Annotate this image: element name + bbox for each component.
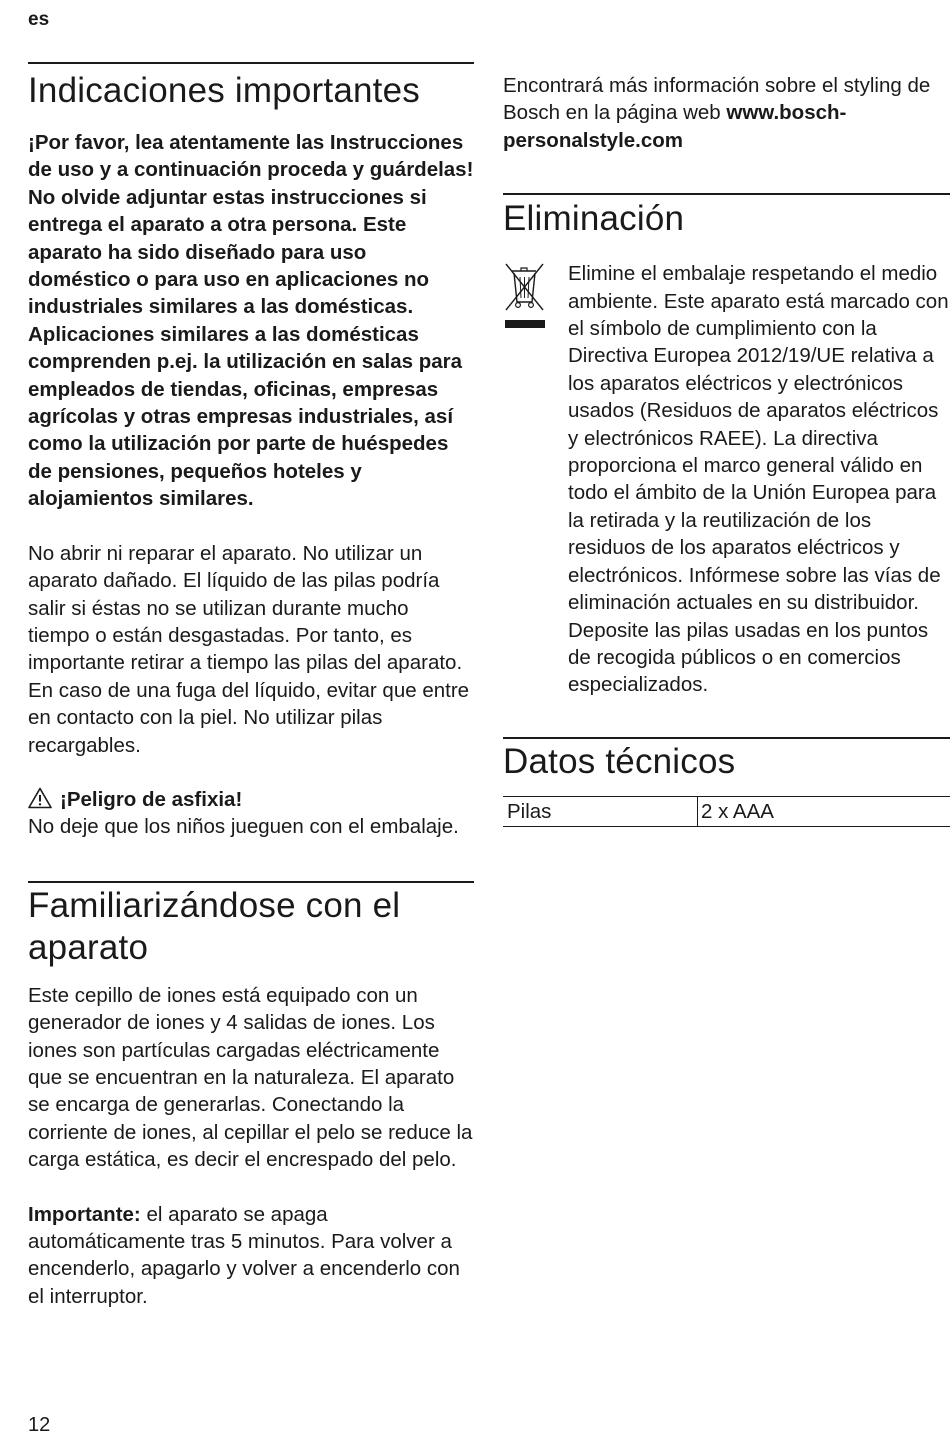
technical-data-row xyxy=(503,796,950,827)
auto-off-note xyxy=(28,1201,474,1311)
elimination-section xyxy=(503,193,950,699)
more-info-text xyxy=(503,72,950,154)
suffocation-warning-text: No deje que los niños jueguen con el embalaje. xyxy=(28,815,459,839)
auto-off-note-label: Importante: xyxy=(28,1202,141,1226)
familiarizing-section xyxy=(28,881,474,1310)
website-link[interactable]: www.bosch-personalstyle.com xyxy=(503,101,847,152)
suffocation-warning-title xyxy=(28,786,474,813)
weee-crossed-bin-icon xyxy=(503,260,568,699)
suffocation-warning-label: ¡Peligro de asfixia! xyxy=(60,787,243,811)
more-info-sentence: Encontrará más información sobre el styling de Bosch en la página web xyxy=(503,74,931,125)
elimination-text: Elimine el embalaje respetando el medio ambiente. Este aparato está marcado con el símbolo de cumplimiento con la Directiva Europea 2012/19/UE relativa a los aparatos eléctricos y electrónicos usados (Residuos de aparatos eléctricos y electrónicos RAEE). La directiva proporciona el marco general válido en todo el ámbito de la Unión Europea para la retirada y la reutilización de los residuos de los aparatos eléctricos y electrónicos. Infórmese sobre las vías de eliminación actuales en su distribuidor. Deposite las pilas usadas en los puntos de recogida públicos o en comercios especializados. xyxy=(568,262,949,697)
technical-data-key: Pilas xyxy=(503,797,698,826)
left-column xyxy=(28,62,474,1310)
important-notes-section xyxy=(28,62,474,841)
technical-data-heading: Datos técnicos xyxy=(503,741,736,781)
elimination-heading: Eliminación xyxy=(503,199,685,239)
important-notes-intro: ¡Por favor, lea atentamente las Instrucciones de uso y a continuación proceda y guárdelas! No olvide adjuntar estas instrucciones si entrega el aparato a otra persona. Este aparato ha sido diseñado para uso doméstico o para uso en aplicaciones no industriales similares a las domésticas. Aplicaciones similares a las domésticas comprenden p.ej. la utilización en salas para empleados de tiendas, oficinas, empresas agrícolas y otras empresas industriales, así como la utilización por parte de huéspedes de pensiones, pequeños hoteles y alojamientos similares. xyxy=(28,131,474,511)
important-notes-body: No abrir ni reparar el aparato. No utilizar un aparato dañado. El líquido de las pilas podría salir si éstas no se utilizan durante mucho tiempo o están desgastadas. Por tanto, es importante retirar a tiempo las pilas del aparato. En caso de una fuga del líquido, evitar que entre en contacto con la piel. No utilizar pilas recargables. xyxy=(28,541,470,757)
technical-data-value: 2 x AAA xyxy=(701,799,774,823)
auto-off-note-text: el aparato se apaga automáticamente tras 5 minutos. Para volver a encenderlo, apagarlo y volver a encenderlo con el interruptor. xyxy=(28,1202,460,1308)
elimination-content xyxy=(503,260,950,699)
warning-triangle-icon xyxy=(28,787,52,809)
page-number: 12 xyxy=(28,1414,51,1436)
technical-data-section xyxy=(503,737,950,827)
familiarizing-heading: Familiarizándose con el aparato xyxy=(28,885,401,967)
familiarizing-body: Este cepillo de iones está equipado con un generador de iones y 4 salidas de iones. Los iones son partículas cargadas eléctricamente que se encuentran en la naturaleza. El aparato se encarga de generarlas. Conectando la corriente de iones, al cepillar el pelo se reduce la carga estática, es decir el encrespado del pelo. xyxy=(28,983,473,1172)
right-column xyxy=(503,72,950,827)
important-notes-heading: Indicaciones importantes xyxy=(28,71,420,110)
language-code: es xyxy=(28,9,50,30)
